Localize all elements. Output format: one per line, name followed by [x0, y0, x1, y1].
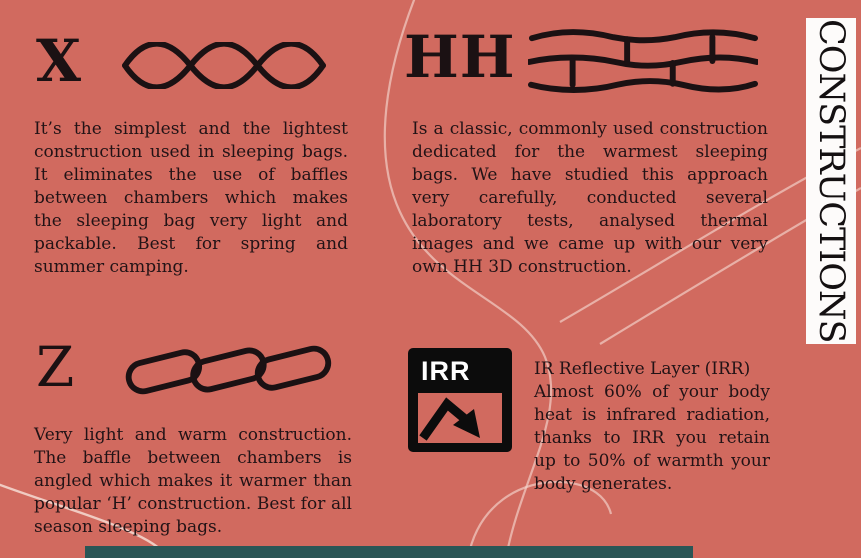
irr-badge-label: IRR — [421, 356, 471, 386]
z-construction-description: Very light and warm construction. The baffle between chambers is angled which makes it warmer than popular ‘H’ construction. Best for all season sleeping bags. — [34, 425, 352, 537]
irr-body: Almost 60% of your body heat is infrared radiation, thanks to IRR you retain up to 50% of warmth your body generates. — [534, 382, 770, 494]
z-construction-heading: Z — [36, 335, 76, 399]
irr-title: IR Reflective Layer (IRR) — [534, 359, 751, 379]
irr-reflective-arrow-icon — [418, 393, 502, 443]
constructions-banner-label: CONSTRUCTIONS — [811, 19, 851, 343]
footer-bar — [85, 546, 693, 558]
hh-construction-description: Is a classic, commonly used construction dedicated for the warmest sleeping bags. We have studied this approach very carefully, conducted several laboratory tests, analysed thermal images and we came up with our very own HH 3D construction. — [412, 119, 768, 277]
constructions-banner — [806, 18, 856, 344]
irr-description — [534, 358, 770, 496]
x-construction-description: It’s the simplest and the lightest construction used in sleeping bags. It eliminates the use of baffles between chambers which makes the sleeping bag very light and packable. Best for spring and summer camping. — [34, 119, 348, 277]
hh-brick-icon — [528, 27, 758, 95]
irr-badge — [408, 348, 512, 452]
x-construction-heading: X — [36, 27, 83, 95]
x-chain-icon — [110, 42, 338, 89]
hh-construction-heading: HH — [404, 23, 516, 91]
irr-badge-window — [418, 393, 502, 443]
z-chain-icon — [113, 344, 343, 396]
